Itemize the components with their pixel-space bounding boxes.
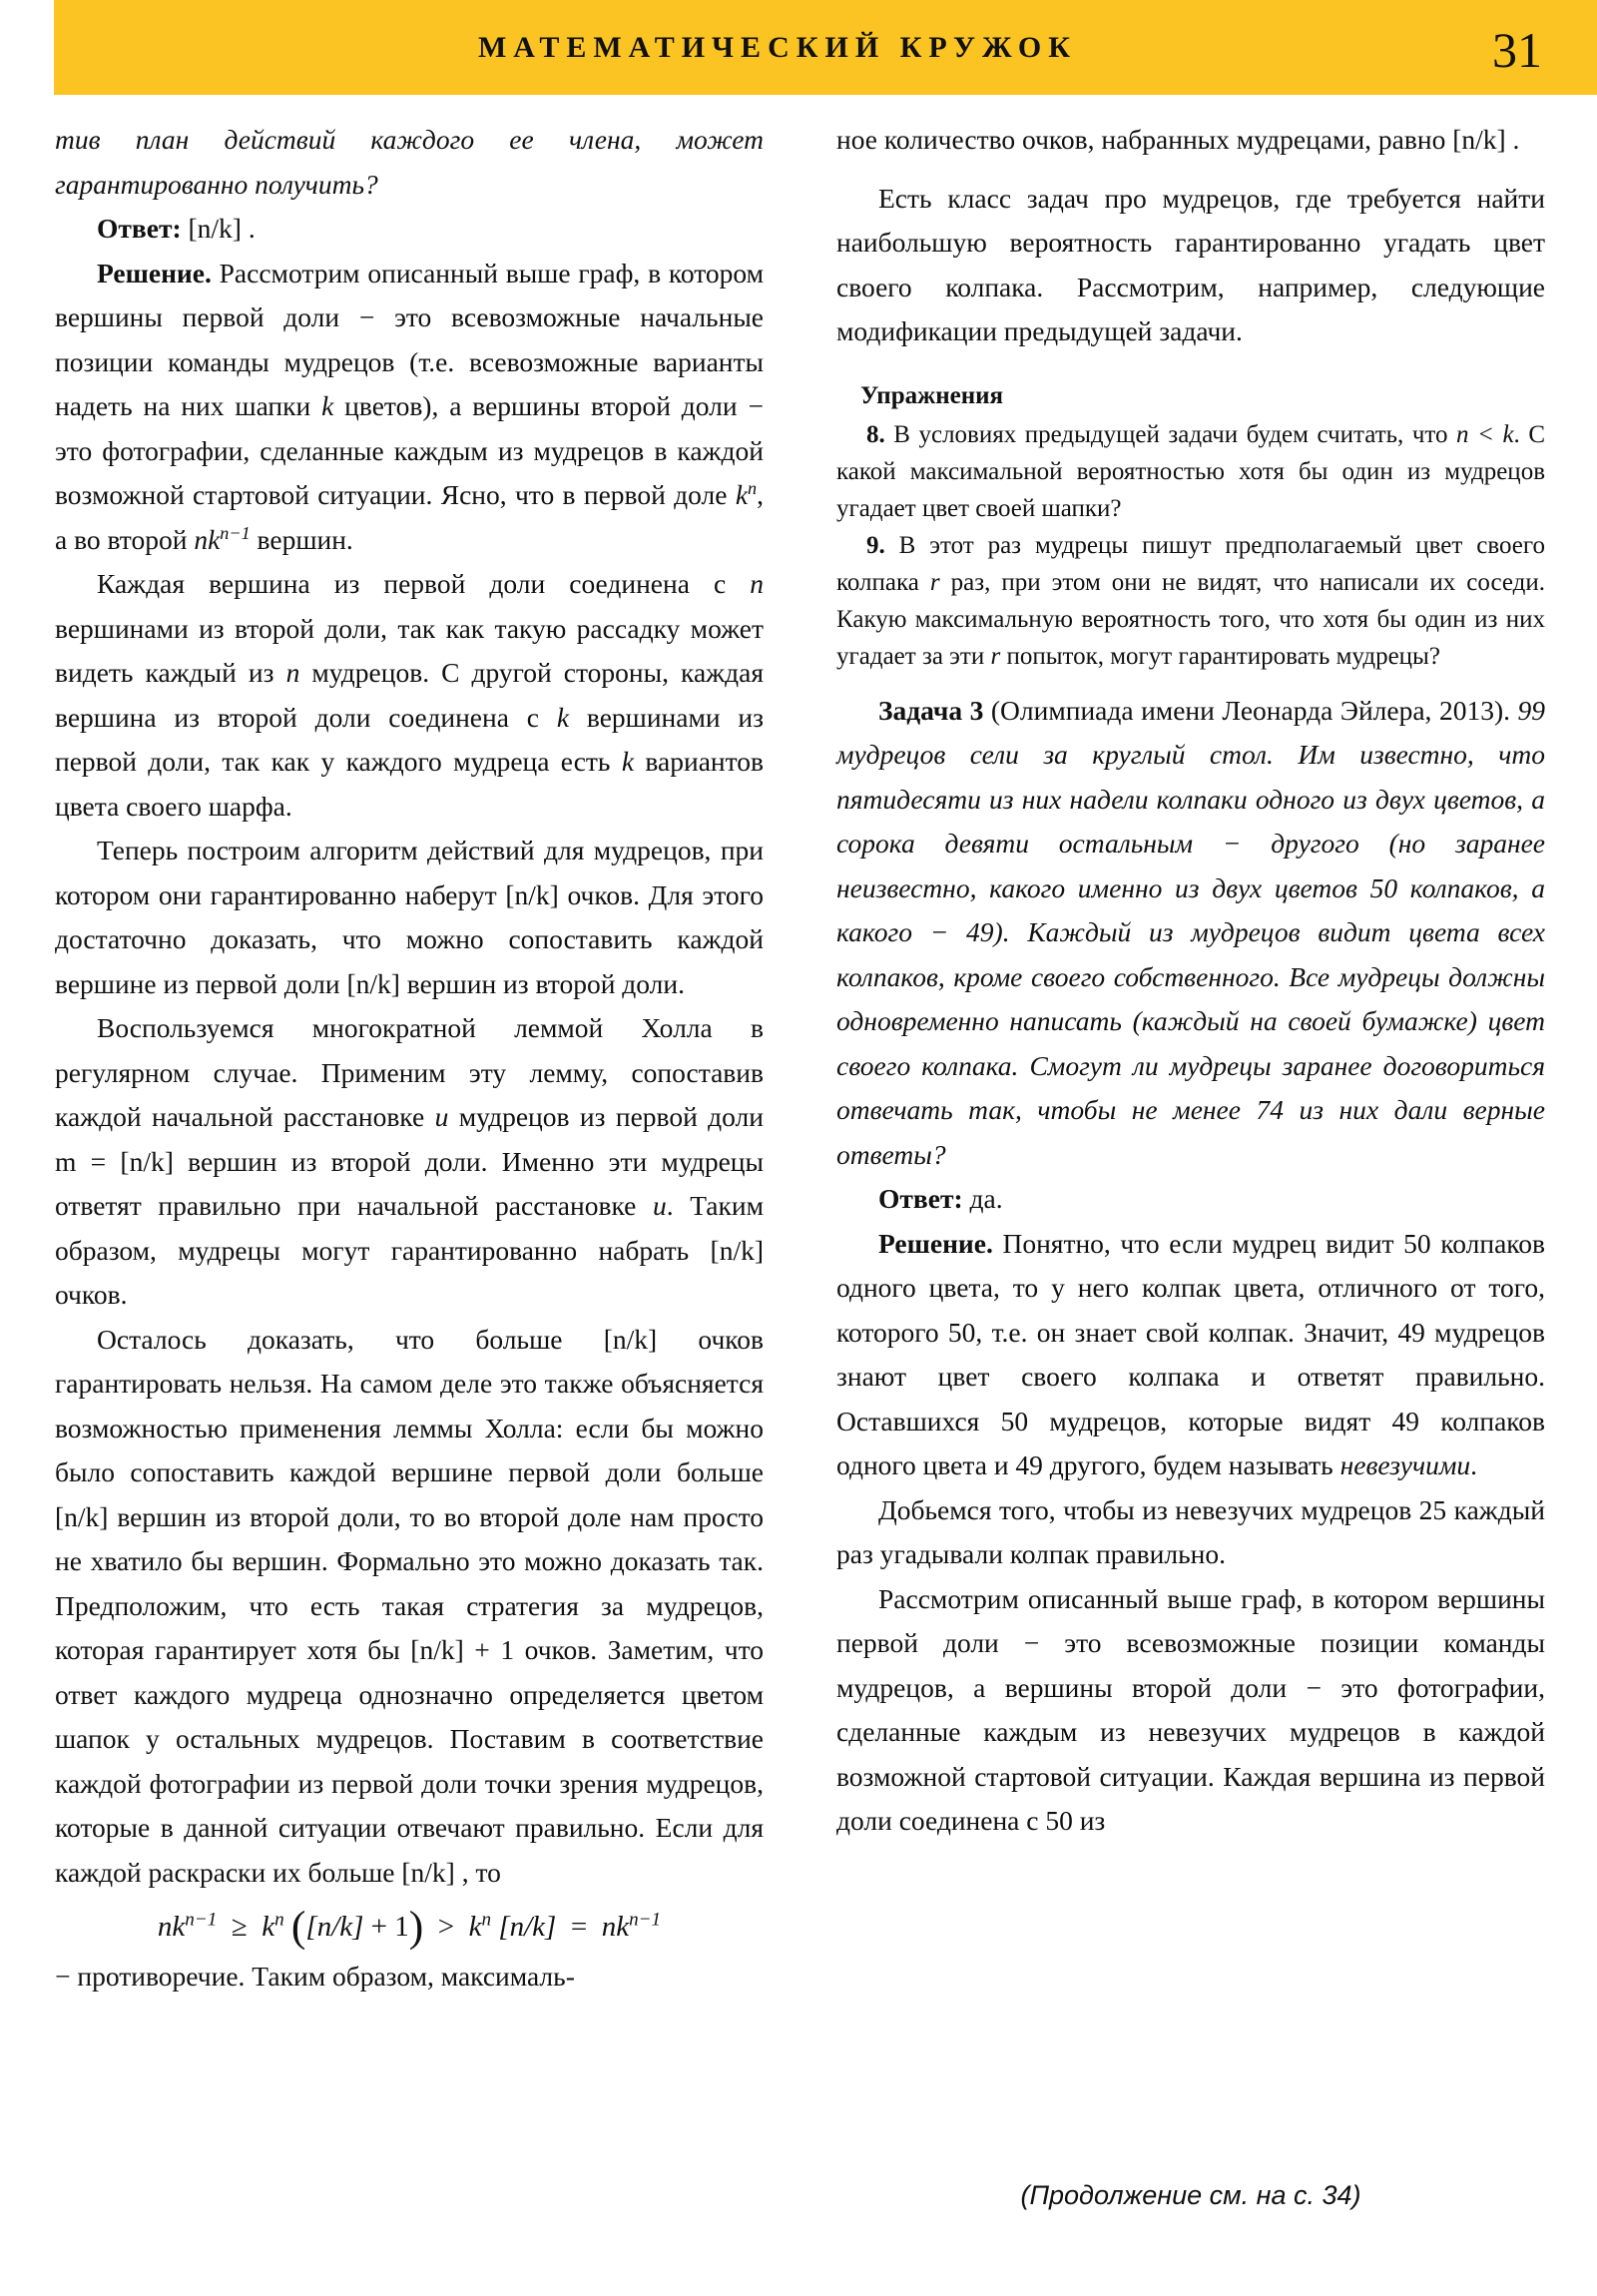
exercise-9-text-b: раз, при этом они не видят, что написали их соседи. Какую максимальную вероятность того, что хотя бы один из них угадает за эти: [836, 568, 1545, 670]
var-nk-power: nk: [194, 523, 221, 555]
solution-paragraph-1: [55, 252, 764, 563]
exercise-9-number: 9.: [866, 531, 885, 559]
answer-value: [n/k] .: [188, 213, 256, 244]
r-p0-text: ное количество очков, набранных мудрецами, равно: [836, 124, 1453, 155]
paragraph-4: [55, 1006, 764, 1318]
right-solution-paragraph-3: Рассмотрим описанный выше граф, в котором вершины первой доли − это всевозможные позиции команды мудрецов, а вершины второй доли − это фотографии, сделанные каждым из невезучих мудрецов в каждой возможной стартовой ситуации. Каждая вершина из первой доли соединена с 50 из: [836, 1582, 1545, 1836]
task-3-label: Задача 3: [878, 694, 984, 726]
exercise-8-text-a: В условиях предыдущей задачи будем считать, что: [884, 420, 1457, 448]
var-r: r: [929, 568, 940, 596]
right-answer-line: [836, 1177, 1545, 1222]
right-solution-label: Решение.: [878, 1227, 993, 1259]
right-column: [836, 118, 1545, 1844]
paragraph-6: − противоречие. Таким образом, максималь-: [55, 1961, 575, 1993]
display-formula: $nk^{n-1} \ge k^n$ $([n/k] + 1) > k^n$ $[n/k] = nk^{n-1}$: [157, 1903, 662, 1952]
p5-c: вершин из второй доли, то во второй доле нам просто не хватило бы вершин. Формально это можно доказать так. Предположим, что есть такая стратегия за мудрецов, которая гарантирует хотя бы: [55, 1500, 764, 1665]
task-3-statement: 99 мудрецов сели за круглый стол. Им известно, что пятидесяти из них надели колпаки одного из двух цветов, а сорока девяти остальным − другого (но заранее неизвестно, какого именно из двух цветов 50 колпаков, а какого − 49). Каждый из мудрецов видит цвета всех колпаков, кроме своего собственного. Все мудрецы должны одновременно написать (каждый на своей бумажке) цвет своего колпака. Смогут ли мудрецы заранее договориться отвечать так, чтобы не менее 74 из них дали верные ответы?: [836, 694, 1545, 1170]
var-k-power: k: [735, 479, 749, 510]
var-n-2: n: [285, 657, 300, 688]
task-3-source: (Олимпиада имени Леонарда Эйлера, 2013).: [990, 694, 1510, 726]
var-n: n: [750, 568, 764, 599]
exercise-9-text-c: попыток, могут гарантировать мудрецы?: [1000, 642, 1440, 670]
two-column-body: [0, 118, 1597, 2294]
math-floor-nk-1: [n/k]: [505, 878, 559, 910]
solution-text-c: , а во второй: [55, 479, 764, 555]
p2-b: вершинами из второй доли, так как такую рассадку может видеть каждый из: [55, 612, 764, 688]
var-r-2: r: [990, 642, 1001, 670]
task-3: [836, 689, 1545, 1178]
right-answer-label: Ответ:: [878, 1183, 963, 1214]
solution-text-d: вершин.: [250, 523, 353, 555]
exercises-spacer: [836, 354, 1545, 368]
task-spacer: [836, 675, 1545, 689]
p4-b: мудрецов из первой доли: [448, 1101, 764, 1132]
right-solution-text-end: .: [1470, 1449, 1478, 1480]
paragraph-2: [55, 562, 764, 829]
exercise-8: [836, 416, 1545, 527]
solution-label: Решение.: [97, 257, 212, 288]
term-unlucky: невезучими: [1339, 1449, 1471, 1480]
exponent-n-minus-1: n−1: [220, 522, 251, 543]
p4-a: Воспользуемся многократной леммой Холла в регулярном случае. Применим эту лемму, сопоставив каждой начальной расстановке: [55, 1012, 764, 1132]
paragraph-continued-italic: тив план действий каждого ее члена, может гарантированно получить?: [55, 124, 764, 200]
exercise-8-number: 8.: [866, 420, 885, 448]
var-k-2: k: [556, 701, 570, 733]
math-floor-nk-5: [n/k]: [55, 1500, 109, 1532]
p2-e: вариантов цвета своего шарфа.: [55, 746, 765, 822]
right-paragraph-0: [836, 118, 1545, 163]
p5-e: , то: [454, 1856, 501, 1888]
math-m-equals: m = [n/k]: [55, 1145, 174, 1177]
p5-a: Осталось доказать, что больше: [97, 1323, 604, 1355]
math-floor-nk-4: [n/k]: [603, 1323, 658, 1355]
answer-label: Ответ:: [97, 213, 182, 244]
exercises-heading: Упражнения: [860, 381, 1004, 409]
header-band: [54, 0, 1597, 95]
p4-e: очков.: [55, 1279, 128, 1310]
math-floor-nk-3: [n/k]: [710, 1234, 764, 1266]
inequality-n-lt-k: n < k: [1456, 420, 1514, 448]
p4-d: . Таким образом, мудрецы могут гарантированно набрать: [55, 1190, 764, 1266]
math-floor-nk-2: [n/k]: [346, 967, 400, 999]
p2-d: вершинами из первой доли, так как у каждого мудреца есть: [55, 701, 765, 777]
p3-a: Теперь построим алгоритм действий для мудрецов, при котором они гарантированно наберут: [55, 835, 764, 910]
exercise-8-text-b: . С какой максимальной вероятностью хотя бы один из мудрецов угадает цвет своей шапки?: [836, 420, 1545, 522]
right-solution-paragraph-1: [836, 1222, 1545, 1488]
answer-line: [55, 207, 764, 252]
math-floor-nk-6: [n/k]: [401, 1856, 455, 1888]
math-floor-nk-plus-1: [n/k] + 1: [410, 1634, 515, 1665]
var-k-3: k: [621, 746, 635, 777]
p5-d: очков. Заметим, что ответ каждого мудреца однозначно определяется цветом шапок у остальных мудрецов. Поставим в соответствие каждой фотографии из первой доли точки зрения мудрецов, которые в данной ситуации отвечают правильно. Если для каждой раскраски их больше: [55, 1634, 765, 1888]
right-solution-paragraph-2: Добьемся того, чтобы из невезучих мудрецов 25 каждый раз угадывали колпак правильно.: [836, 1493, 1545, 1569]
p5-b: очков гарантировать нельзя. На самом деле это также объясняется возможностью применения леммы Холла: если бы можно было сопоставить каждой вершине первой доли больше: [55, 1323, 765, 1487]
p3-c: вершин из второй доли.: [399, 967, 685, 999]
exponent-n: n: [748, 477, 758, 498]
solution-text-b: цветов), а вершины второй доли − это фотографии, сделанные каждым из мудрецов в каждой возможной стартовой ситуации. Ясно, что в первой доле: [55, 390, 764, 510]
right-paragraph-1: Есть класс задач про мудрецов, где требуется найти наибольшую вероятность гарантированно угадать цвет своего колпака. Рассмотрим, например, следующие модификации предыдущей задачи.: [836, 182, 1545, 346]
p2-a: Каждая вершина из первой доли соединена с: [97, 568, 751, 599]
page-title: МАТЕМАТИЧЕСКИЙ КРУЖОК: [477, 31, 1078, 64]
left-column: [55, 118, 764, 2000]
paragraph-3: [55, 829, 764, 1006]
right-solution-text: Понятно, что если мудрец видит 50 колпаков одного цвета, то у него колпак цвета, отличного от того, которого 50, т.е. он знает свой колпак. Значит, 49 мудрецов знают цвет своего колпака и ответят правильно. Оставшихся 50 мудрецов, которые видят 49 колпаков одного цвета и 49 другого, будем называть: [836, 1227, 1545, 1480]
var-k: k: [321, 390, 334, 421]
math-floor-nk-right: [n/k] .: [1452, 124, 1520, 155]
p3-b: очков. Для этого достаточно доказать, что можно сопоставить каждой вершине из первой доли: [55, 878, 764, 999]
exercise-9: [836, 527, 1545, 675]
continuation-note: (Продолжение см. на с. 34): [1020, 2180, 1361, 2210]
exercise-9-text-a: В этот раз мудрецы пишут предполагаемый цвет своего колпака: [836, 531, 1545, 596]
paragraph-5: [55, 1318, 764, 1896]
p2-c: мудрецов. С другой стороны, каждая вершина из второй доли соединена с: [55, 657, 765, 733]
var-u: u: [434, 1101, 449, 1132]
right-answer-value: да.: [969, 1183, 1003, 1214]
p4-c: вершин из второй доли. Именно эти мудрецы ответят правильно при начальной расстановке: [55, 1145, 764, 1221]
paragraph-spacer: [836, 163, 1545, 177]
page-number: 31: [1492, 22, 1542, 78]
var-u-2: u: [652, 1190, 667, 1221]
solution-text-a: Рассмотрим описанный выше граф, в котором вершины первой доли − это всевозможные начальные позиции команды мудрецов (т.е. всевозможные варианты надеть на них шапки: [55, 257, 764, 421]
